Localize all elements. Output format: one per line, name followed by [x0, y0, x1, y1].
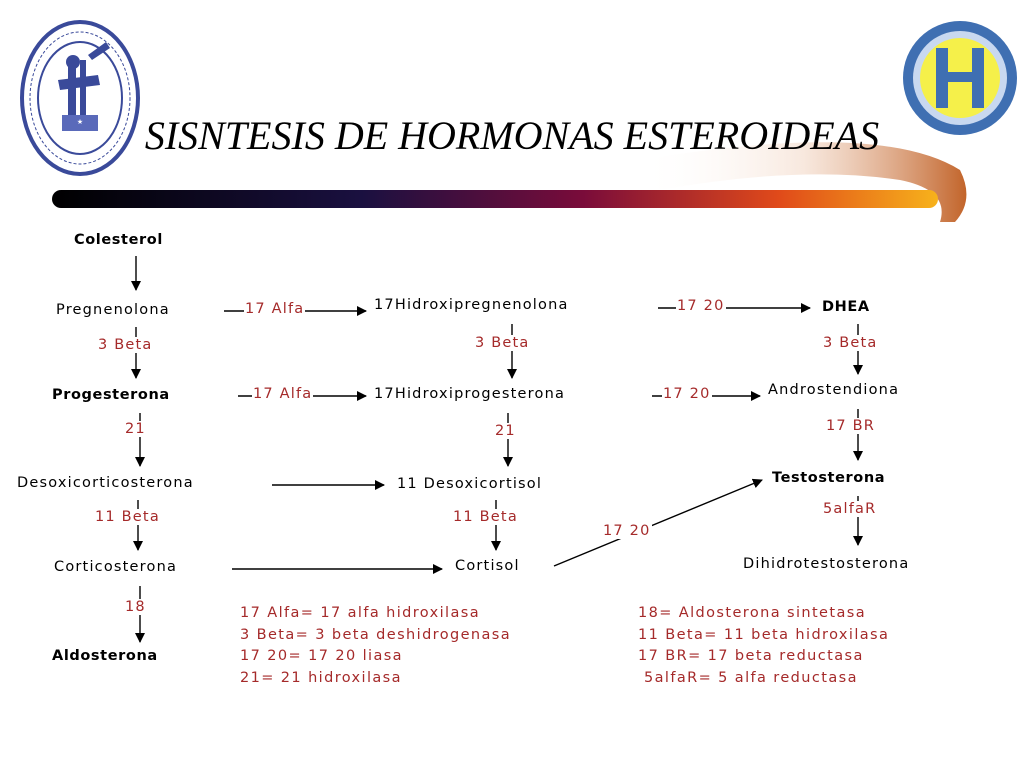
enzyme-1720-3: 17 20 [603, 523, 651, 539]
node-hidroxiprogesterona: 17Hidroxiprogesterona [374, 386, 566, 402]
legend-item: 21= 21 hidroxilasa [240, 669, 402, 686]
enzyme-1720-2: 17 20 [663, 386, 711, 402]
enzyme-21-1: 21 [125, 421, 146, 437]
legend-item: 18= Aldosterona sintetasa [638, 605, 866, 621]
node-progesterona: Progesterona [52, 387, 170, 403]
enzyme-21-2: 21 [495, 423, 516, 439]
svg-text:★: ★ [76, 118, 84, 126]
node-androstendiona: Androstendiona [768, 382, 900, 398]
enzyme-11beta-1: 11 Beta [95, 509, 160, 525]
node-cortisol: Cortisol [455, 558, 520, 574]
node-hidroxipregnenolona: 17Hidroxipregnenolona [374, 297, 569, 313]
node-corticosterona: Corticosterona [54, 559, 178, 575]
node-testosterona: Testosterona [772, 470, 886, 486]
enzyme-3beta-2: 3 Beta [475, 335, 530, 351]
legend-right [638, 603, 889, 689]
enzyme-11beta-2: 11 Beta [453, 509, 518, 525]
legend-item: 3 Beta= 3 beta deshidrogenasa [240, 626, 512, 643]
enzyme-17alfa-2: 17 Alfa [253, 386, 313, 402]
enzyme-18: 18 [125, 599, 146, 615]
legend-item: 11 Beta= 11 beta hidroxilasa [638, 626, 890, 643]
node-desoxicortisol: 11 Desoxicortisol [397, 476, 543, 492]
legend-item: 17 BR= 17 beta reductasa [638, 648, 864, 664]
arrow-cortisol-testosterona [554, 480, 762, 566]
enzyme-17br: 17 BR [826, 418, 876, 434]
enzyme-1720-1: 17 20 [677, 298, 725, 314]
legend-item: 17 Alfa= 17 alfa hidroxilasa [240, 605, 480, 621]
enzyme-17alfa-1: 17 Alfa [245, 301, 305, 317]
page-title: SISNTESIS DE HORMONAS ESTEROIDEAS [144, 113, 880, 158]
enzyme-3beta-3: 3 Beta [823, 335, 878, 351]
node-dihidrotestosterona: Dihidrotestosterona [743, 556, 910, 572]
legend-item: 17 20= 17 20 liasa [240, 648, 403, 664]
enzyme-3beta-1: 3 Beta [98, 337, 153, 353]
legend-left [240, 603, 511, 689]
node-colesterol: Colesterol [74, 232, 163, 248]
legend-item: 5alfaR= 5 alfa reductasa [644, 669, 858, 686]
enzyme-5alfar: 5alfaR [823, 501, 877, 517]
node-pregnenolona: Pregnenolona [56, 302, 170, 318]
node-desoxicorticosterona: Desoxicorticosterona [17, 475, 194, 491]
node-dhea: DHEA [822, 299, 870, 315]
node-aldosterona: Aldosterona [52, 648, 158, 664]
